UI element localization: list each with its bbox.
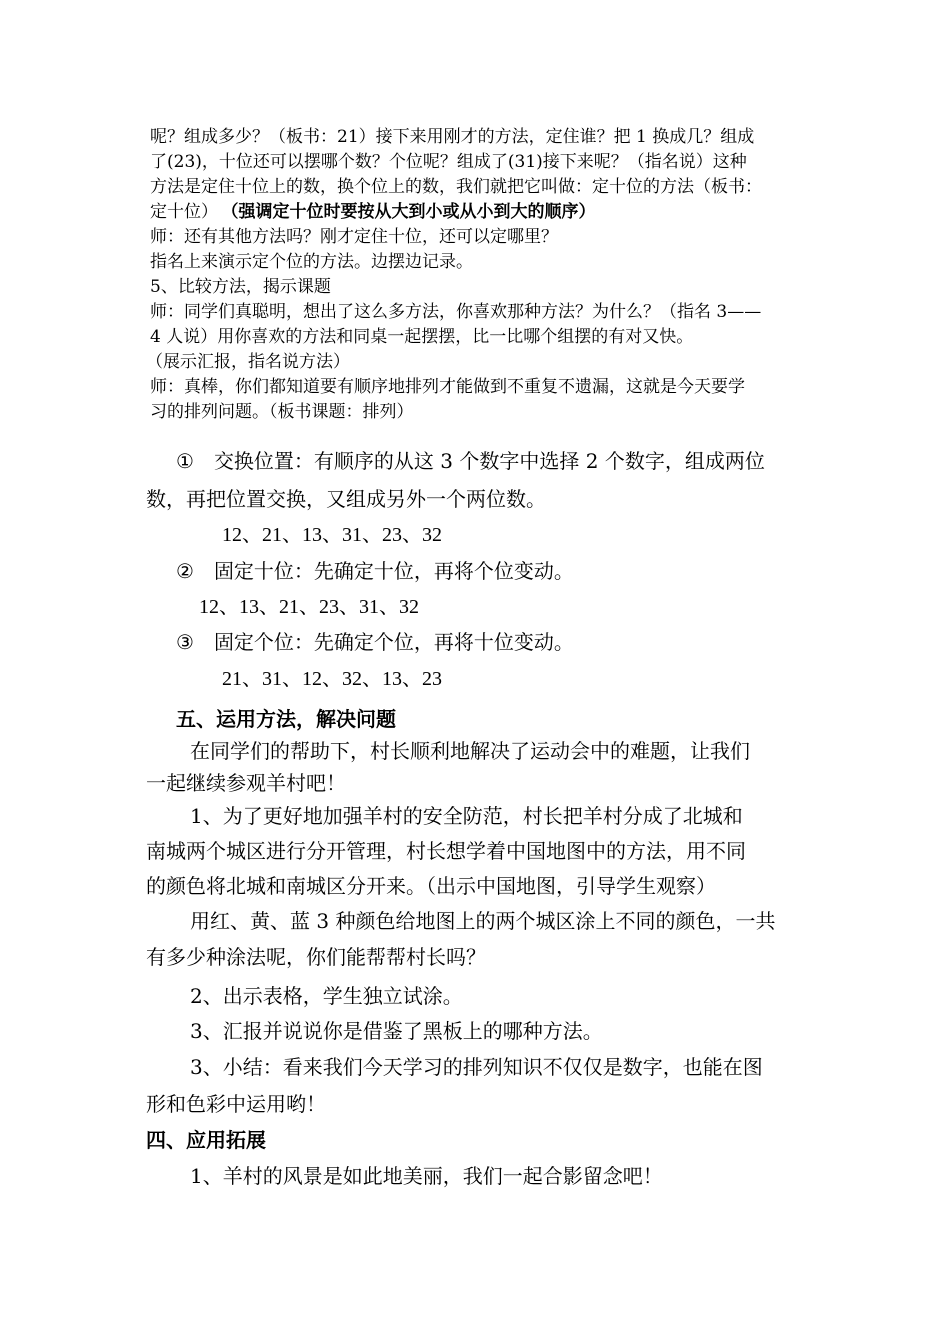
number-sequence: 12、13、21、23、31、32 [199, 596, 419, 618]
method-text: 交换位置：有顺序的从这 3 个数字中选择 2 个数字，组成两位 [213, 449, 765, 473]
paragraph-line: 5、比较方法，揭示课题 [150, 277, 331, 297]
emphasis-note: （强调定十位时要按从大到小或从小到大的顺序） [230, 202, 596, 222]
paragraph-line: 师：同学们真聪明，想出了这么多方法，你喜欢那种方法？为什么？（指名 3—— [150, 302, 762, 322]
paragraph-line-with-emphasis [150, 204, 596, 221]
paragraph-line: 呢？组成多少？（板书：21）接下来用刚才的方法，定住谁？把 1 换成几？组成 [150, 127, 755, 147]
paragraph-line: 在同学们的帮助下，村长顺利地解决了运动会中的难题，让我们 [190, 739, 750, 763]
paragraph-line: 一起继续参观羊村吧！ [146, 771, 346, 795]
paragraph-line: 南城两个城区进行分开管理，村长想学着中国地图中的方法，用不同 [146, 839, 746, 863]
paragraph-line: 的颜色将北城和南城区分开来。（出示中国地图，引导学生观察） [146, 874, 716, 898]
circled-number-marker: ③ [176, 630, 194, 654]
paragraph-line: 用红、黄、蓝 3 种颜色给地图上的两个城区涂上不同的颜色，一共 [190, 909, 776, 933]
circled-number-marker: ① [176, 449, 194, 473]
section-heading: 五、运用方法，解决问题 [176, 707, 396, 731]
method-item [176, 451, 765, 471]
circled-number-marker: ② [176, 559, 194, 583]
paragraph-line: 师：还有其他方法吗？刚才定住十位，还可以定哪里？ [150, 227, 558, 247]
paragraph-line: 师：真棒，你们都知道要有顺序地排列才能做到不重复不遗漏，这就是今天要学 [150, 377, 745, 397]
method-item [176, 632, 574, 652]
paragraph-text: 定十位） [150, 202, 218, 222]
paragraph-line: 3、小结：看来我们今天学习的排列知识不仅仅是数字，也能在图 [190, 1055, 763, 1079]
paragraph-line: 1、羊村的风景是如此地美丽，我们一起合影留念吧！ [190, 1164, 663, 1188]
section-heading: 四、应用拓展 [146, 1128, 266, 1152]
paragraph-line: 3、汇报并说说你是借鉴了黑板上的哪种方法。 [190, 1019, 603, 1043]
paragraph-line: （展示汇报，指名说方法） [146, 352, 350, 372]
paragraph-line: 1、为了更好地加强羊村的安全防范，村长把羊村分成了北城和 [190, 804, 743, 828]
paragraph-line: 形和色彩中运用哟！ [146, 1092, 326, 1116]
method-item [176, 561, 574, 581]
paragraph-line: 了(23)，十位还可以摆哪个数？个位呢？组成了(31)接下来呢？（指名说）这种 [150, 152, 747, 172]
method-text: 固定个位：先确定个位，再将十位变动。 [213, 630, 574, 654]
method-continuation: 数，再把位置交换，又组成另外一个两位数。 [146, 487, 546, 511]
number-sequence: 12、21、13、31、23、32 [222, 524, 442, 546]
number-sequence: 21、31、12、32、13、23 [222, 668, 442, 690]
paragraph-line: 指名上来演示定个位的方法。边摆边记录。 [150, 252, 473, 272]
paragraph-line: 2、出示表格，学生独立试涂。 [190, 984, 463, 1008]
method-text: 固定十位：先确定十位，再将个位变动。 [213, 559, 574, 583]
paragraph-line: 有多少种涂法呢，你们能帮帮村长吗？ [146, 945, 486, 969]
paragraph-line: 4 人说）用你喜欢的方法和同桌一起摆摆，比一比哪个组摆的有对又快。 [150, 327, 694, 347]
paragraph-line: 习的排列问题。（板书课题：排列） [150, 402, 414, 422]
paragraph-line: 方法是定住十位上的数，换个位上的数，我们就把它叫做：定十位的方法（板书： [150, 177, 762, 197]
